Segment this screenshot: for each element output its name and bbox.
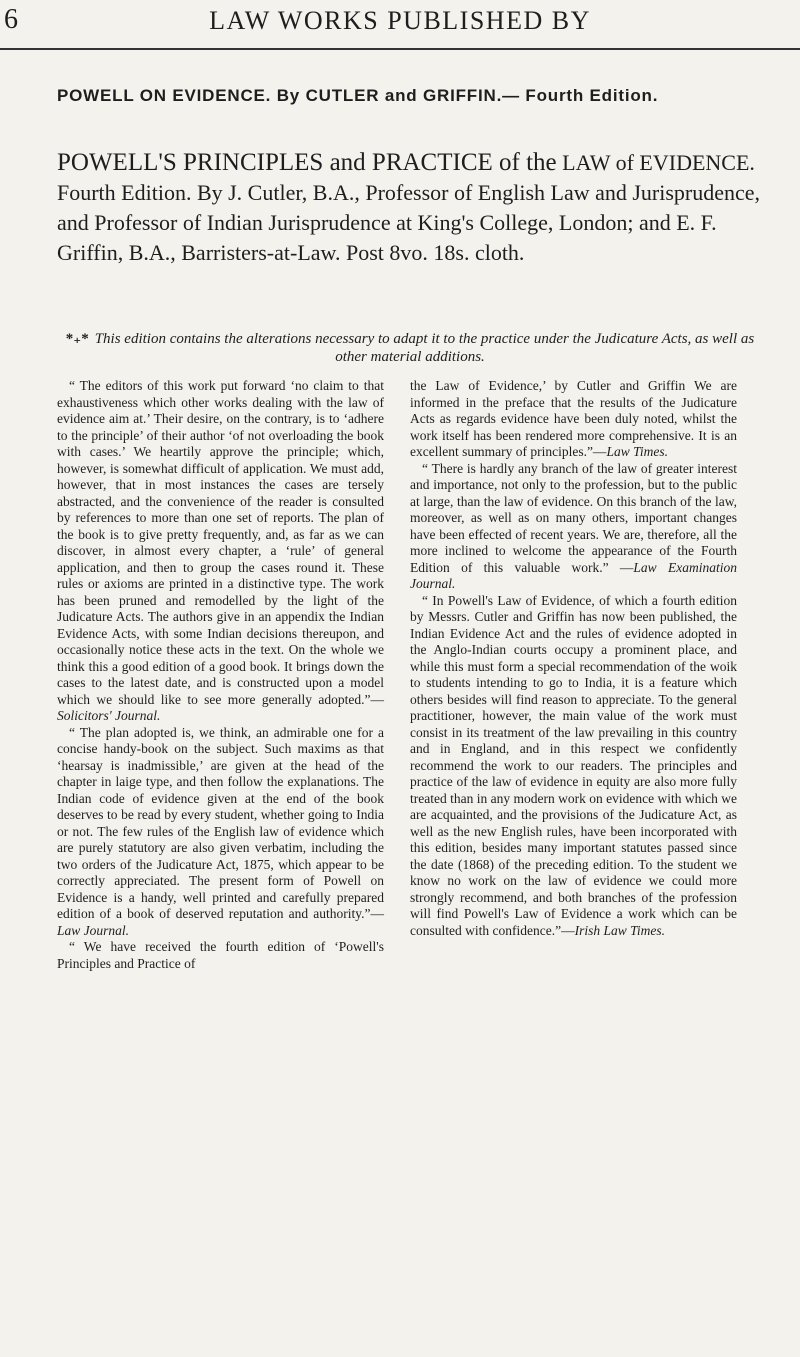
edition-note-text: This edition contains the alterations necessary to adapt it to the practice under the Judicature Acts, as well as other material additions. xyxy=(94,331,755,365)
review-solicitors-journal xyxy=(57,378,384,725)
review-source: Solicitors' Journal. xyxy=(57,708,161,723)
edition-note xyxy=(60,330,760,366)
review-law-times-cont xyxy=(410,378,737,461)
review-law-times-start xyxy=(57,939,384,972)
review-irish-law-times xyxy=(410,593,737,940)
review-law-examination-journal xyxy=(410,461,737,593)
review-text: “ There is hardly any branch of the law of greater interest and importance, not only to the profession, but to the public at large, than the law of evidence. On this branch of the law, moreover, as well as on many others, important changes have been effected of recent years. We are, therefore, all the more inclined to welcome the appearance of the Fourth Edition of this valuable work.” — xyxy=(410,460,737,575)
header-rule xyxy=(0,48,800,50)
review-source: Law Journal. xyxy=(57,922,130,938)
review-text: “ The plan adopted is, we think, an admirable one for a concise handy-book on the subject. Such maxims as that ‘hearsay is inadmissible,’ are given at the head of the chapter in laige type, and then follow the explanations. The Indian code of evidence given at the end of the book deserves to be read by every student, whether going to India or not. The few rules of the English law of evidence which are purely statutory are also given verbatim, including the two orders of the Judicature Act, 1875, which appear to be correctly appreciated. The present form of Powell on Evidence is a handy, well printed and carefully prepared edition of a book of deserved reputation and authority.”— xyxy=(57,724,384,921)
review-text: “ The editors of this work put forward ‘no claim to that exhaustiveness which other works dealing with the law of evidence aim at.’ Their desire, on the contrary, is to ‘adhere to the principle’ of their author ‘of not overloading the book with cases.’ We heartily approve the principle; which, however, is somewhat difficult of application. We must add, however, that in most instances the cases are tersely abstracted, and the convenience of the reader is consulted by references to more than one set of reports. The plan of the book is to give pretty frequently, and, as far as we can discover, in almost every chapter, a ‘rule’ of general application, and then to group the cases round it. These rules or axioms are printed in a distinctive type. The work has been pruned and remodelled by the light of the Judicature Acts. The authors give in an appendix the Indian Evidence Acts, with some Indian decisions thereupon, and occasionally notice these acts in the text. On the whole we think this a good edition of a good book. It brings down the cases to the latest date, and is constructed upon a model which we should like to see more generally adopted.”— xyxy=(57,378,384,707)
asterism: *₊* xyxy=(65,331,89,347)
review-text: “ In Powell's Law of Evidence, of which a fourth edition by Messrs. Cutler and Griffin has now been published, the Indian Evidence Act and the rules of evidence adopted in the Anglo-Indian courts occupy a prominent place, and while this must form a special recommendation of the woik to students intending to go to India, it is a feature which others besides will find reason to appreciate. To the general practitioner, however, the main value of the work must consist in its treatment of the law prevailing in this country and in England, and in this respect we confidently recommend the work to our readers. The principles and practice of the law of evidence in equity are also more fully treated than in any modern work on evidence with which we are acquainted, and the provisions of the Judicature Act, as well as the new English rules, have been incorporated with this edition, besides many important statutes passed since the date (1868) of the preceding edition. To the student we know no work on the law of evidence we could more strongly recommend, and both branches of the profession will find Powell's Law of Evidence a work which can be consulted with confidence.”— xyxy=(410,592,737,938)
left-column xyxy=(57,378,384,972)
review-law-journal xyxy=(57,725,384,940)
review-source: Irish Law Times. xyxy=(574,922,665,938)
right-column xyxy=(410,378,737,939)
review-text: “ We have received the fourth edition of ‘Powell's Principles and Practice of xyxy=(57,939,384,971)
running-head xyxy=(0,2,800,42)
book-title-block xyxy=(57,148,772,268)
book-title-details: LAW of EVIDENCE. Fourth Edition. By J. Cutler, B.A., Professor of English Law and Jurisprudence, and Professor of Indian Jurisprudence at King's College, London; and E. F. Griffin, B.A., Barristers-at-Law. Post 8vo. 18s. cloth. xyxy=(57,150,761,265)
review-text: the Law of Evidence,’ by Cutler and Griffin We are informed in the preface that the results of the Judicature Acts as regards evidence have been duly noted, whilst the work itself has been rendered more comprehensive. It is an excellent summary of principles.”— xyxy=(410,378,737,459)
review-source: Law Examination Journal. xyxy=(410,559,737,591)
book-title-line: POWELL'S PRINCIPLES and PRACTICE of the xyxy=(57,149,557,176)
page-number: 6 xyxy=(4,4,19,35)
running-head-title: LAW WORKS PUBLISHED BY xyxy=(209,6,591,35)
review-source: Law Times. xyxy=(606,444,668,459)
entry-heading: POWELL ON EVIDENCE. By CUTLER and GRIFFIN.— Fourth Edition. xyxy=(57,86,659,105)
